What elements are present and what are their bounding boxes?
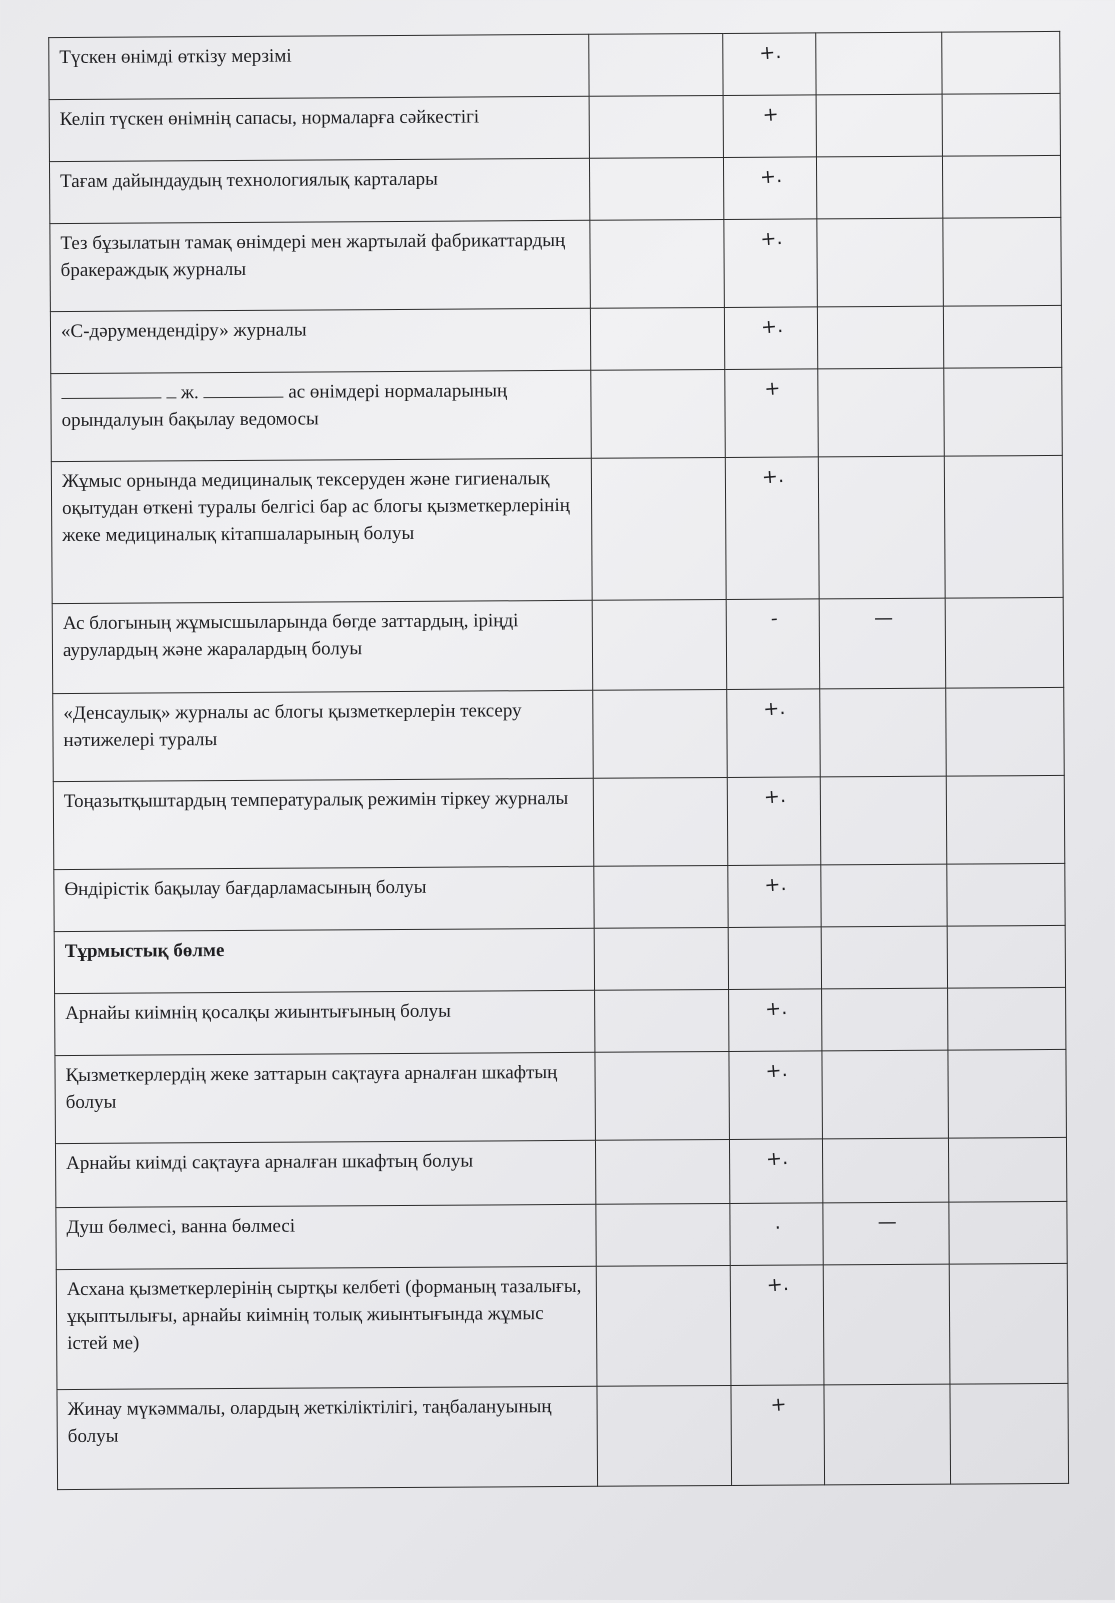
- mark-cell: [727, 689, 821, 778]
- section-header-row: [54, 925, 1065, 993]
- criterion-text: [51, 370, 592, 461]
- empty-cell: [947, 863, 1065, 926]
- table-row: [49, 31, 1060, 99]
- handwritten-mark: +: [763, 377, 782, 401]
- table-row: [55, 987, 1066, 1055]
- empty-cell: [589, 33, 723, 96]
- handwritten-mark: +.: [765, 1146, 790, 1171]
- table-row: [55, 1137, 1066, 1207]
- empty-cell: [945, 597, 1063, 688]
- handwritten-mark: +: [762, 103, 780, 127]
- mark-cell: [822, 1050, 948, 1139]
- empty-cell: [942, 31, 1060, 94]
- handwritten-mark: -: [769, 607, 779, 630]
- mark-cell: [820, 688, 946, 777]
- mark-cell: [817, 218, 943, 307]
- handwritten-mark: +.: [759, 164, 784, 189]
- criterion-text: Тағам дайындаудың технологиялық карталары: [49, 158, 589, 223]
- handwritten-mark: +: [769, 1393, 788, 1417]
- table-row: [51, 367, 1063, 461]
- blank-field: [203, 379, 283, 398]
- table-row: [50, 217, 1062, 311]
- mark-cell: [730, 1265, 824, 1386]
- criterion-text: «С-дәрумендендіру» журналы: [50, 308, 590, 373]
- empty-cell: [594, 927, 728, 990]
- empty-cell: [591, 369, 726, 458]
- handwritten-mark: +.: [762, 696, 787, 721]
- handwritten-mark: .: [773, 1211, 782, 1234]
- mark-cell: [725, 457, 819, 600]
- criterion-text: «Денсаулық» журналы ас блогы қызметкерлерін тексеру нәтижелері туралы: [53, 690, 594, 781]
- mark-cell: [819, 456, 946, 599]
- empty-cell: [594, 865, 728, 928]
- mark-cell: [731, 1385, 825, 1486]
- empty-cell: [596, 1203, 730, 1266]
- section-title: Тұрмыстық бөлме: [54, 928, 594, 993]
- empty-cell: [822, 926, 948, 989]
- handwritten-mark: +.: [766, 1272, 790, 1297]
- criterion-text: Жинау мүкәммалы, олардың жеткіліктілігі, таңбалануының болуы: [57, 1386, 598, 1489]
- mark-cell: —: [820, 598, 946, 689]
- handwritten-mark: +.: [759, 226, 784, 251]
- handwritten-mark: +.: [758, 40, 783, 65]
- criterion-text: Тез бұзылатын тамақ өнімдері мен жартылай фабрикаттардың бракераждық журналы: [50, 220, 591, 311]
- mark-cell: [818, 306, 944, 369]
- mark-cell: [723, 157, 817, 220]
- empty-cell: [944, 305, 1062, 368]
- mark-cell: [724, 219, 818, 308]
- criterion-text-suffix: ас өнімдері нормаларының орындалуын бақылау ведомосы: [61, 380, 508, 432]
- empty-cell: [595, 1139, 729, 1204]
- mark-cell: —: [823, 1202, 949, 1265]
- empty-cell: [946, 687, 1064, 776]
- mark-cell: [818, 368, 944, 457]
- handwritten-mark: +.: [764, 1058, 789, 1083]
- mark-cell: [822, 988, 948, 1051]
- table-row: [53, 687, 1065, 781]
- empty-cell: [946, 775, 1064, 864]
- empty-cell: [949, 1263, 1068, 1384]
- criterion-text: Ас блогының жұмысшыларында бөгде заттардың, іріңді аурулардың және жаралардың болуы: [52, 600, 593, 693]
- mark-cell: [821, 864, 947, 927]
- handwritten-mark: +.: [763, 872, 788, 897]
- empty-cell: [948, 987, 1066, 1050]
- checklist-table: [48, 31, 1069, 1490]
- mark-cell: [729, 1139, 823, 1204]
- mark-cell: [725, 369, 819, 458]
- empty-cell: [593, 689, 728, 778]
- empty-cell: [943, 155, 1061, 218]
- mark-cell: [728, 865, 822, 928]
- empty-cell: [589, 95, 723, 158]
- empty-cell: [949, 1201, 1067, 1264]
- mark-cell: [824, 1264, 951, 1385]
- table-row: [57, 1383, 1069, 1489]
- criterion-text: Душ бөлмесі, ванна бөлмесі: [56, 1204, 596, 1269]
- empty-cell: [590, 307, 724, 370]
- criterion-text: Тоңазытқыштардың температуралық режимін тіркеу журналы: [53, 778, 594, 869]
- mark-cell: [727, 777, 821, 866]
- empty-cell: [596, 1265, 731, 1386]
- handwritten-mark: +.: [763, 784, 787, 809]
- criterion-text: Асхана қызметкерлерінің сыртқы келбеті (форманың тазалығы, ұқыптылығы, арнайы киімнің толық жиынтығында жұмыс істей ме): [56, 1266, 597, 1389]
- mark-cell: [724, 307, 818, 370]
- table-row: [49, 93, 1060, 161]
- criterion-text: Арнайы киімді сақтауға арналған шкафтың болуы: [55, 1140, 595, 1207]
- mark-cell: [816, 94, 942, 157]
- empty-cell: [593, 777, 728, 866]
- mark-cell: [729, 989, 823, 1052]
- mark-cell: [817, 156, 943, 219]
- criterion-text: Қызметкерлердің жеке заттарын сақтауға арналған шкафтың болуы: [55, 1052, 596, 1143]
- table-row: [56, 1263, 1068, 1389]
- empty-cell: [590, 219, 725, 308]
- table-row: [56, 1201, 1067, 1269]
- empty-cell: [591, 457, 726, 600]
- table-row: [52, 597, 1064, 693]
- mark-cell: [821, 776, 947, 865]
- table-row: [49, 155, 1060, 223]
- empty-cell: [589, 157, 723, 220]
- empty-cell: [943, 217, 1061, 306]
- criterion-text: Өндірістік бақылау бағдарламасының болуы: [54, 866, 594, 931]
- empty-cell: [597, 1385, 732, 1486]
- mark-cell: [726, 599, 820, 690]
- blank-field: [166, 379, 176, 398]
- empty-cell: [949, 1137, 1067, 1202]
- criterion-text: Жұмыс орнында медициналық тексеруден және гигиеналық оқытудан өткені туралы белгісі бар ас блогы қызметкерлерінің жеке медициналық кітапшаларының болуы: [51, 458, 592, 603]
- criterion-text: Түскен өнімді өткізу мерзімі: [49, 34, 589, 99]
- handwritten-mark: +.: [760, 314, 784, 339]
- handwritten-mark: +.: [764, 996, 789, 1021]
- mark-cell: [723, 33, 817, 96]
- empty-cell: [947, 925, 1065, 988]
- handwritten-mark: +.: [761, 464, 785, 489]
- year-abbreviation: ж.: [180, 382, 199, 404]
- empty-cell: [595, 1051, 730, 1140]
- empty-cell: [942, 93, 1060, 156]
- table-row: [54, 863, 1065, 931]
- table-row: [55, 1049, 1067, 1143]
- blank-date-field: [61, 379, 161, 399]
- empty-cell: [945, 455, 1064, 598]
- empty-cell: [595, 989, 729, 1052]
- mark-cell: [723, 95, 817, 158]
- table-row: [53, 775, 1065, 869]
- table-row: [51, 455, 1063, 603]
- empty-cell: [948, 1049, 1066, 1138]
- mark-cell: [824, 1384, 950, 1485]
- criterion-text: Арнайы киімнің қосалқы жиынтығының болуы: [55, 990, 595, 1055]
- mark-cell: [823, 1138, 949, 1203]
- empty-cell: [592, 599, 727, 690]
- empty-cell: [728, 927, 822, 990]
- empty-cell: [944, 367, 1062, 456]
- empty-cell: [950, 1383, 1068, 1484]
- table-row: [50, 305, 1061, 373]
- criterion-text: Келіп түскен өнімнің сапасы, нормаларға сәйкестігі: [49, 96, 589, 161]
- mark-cell: [729, 1051, 823, 1140]
- mark-cell: [730, 1203, 824, 1266]
- mark-cell: [816, 32, 942, 95]
